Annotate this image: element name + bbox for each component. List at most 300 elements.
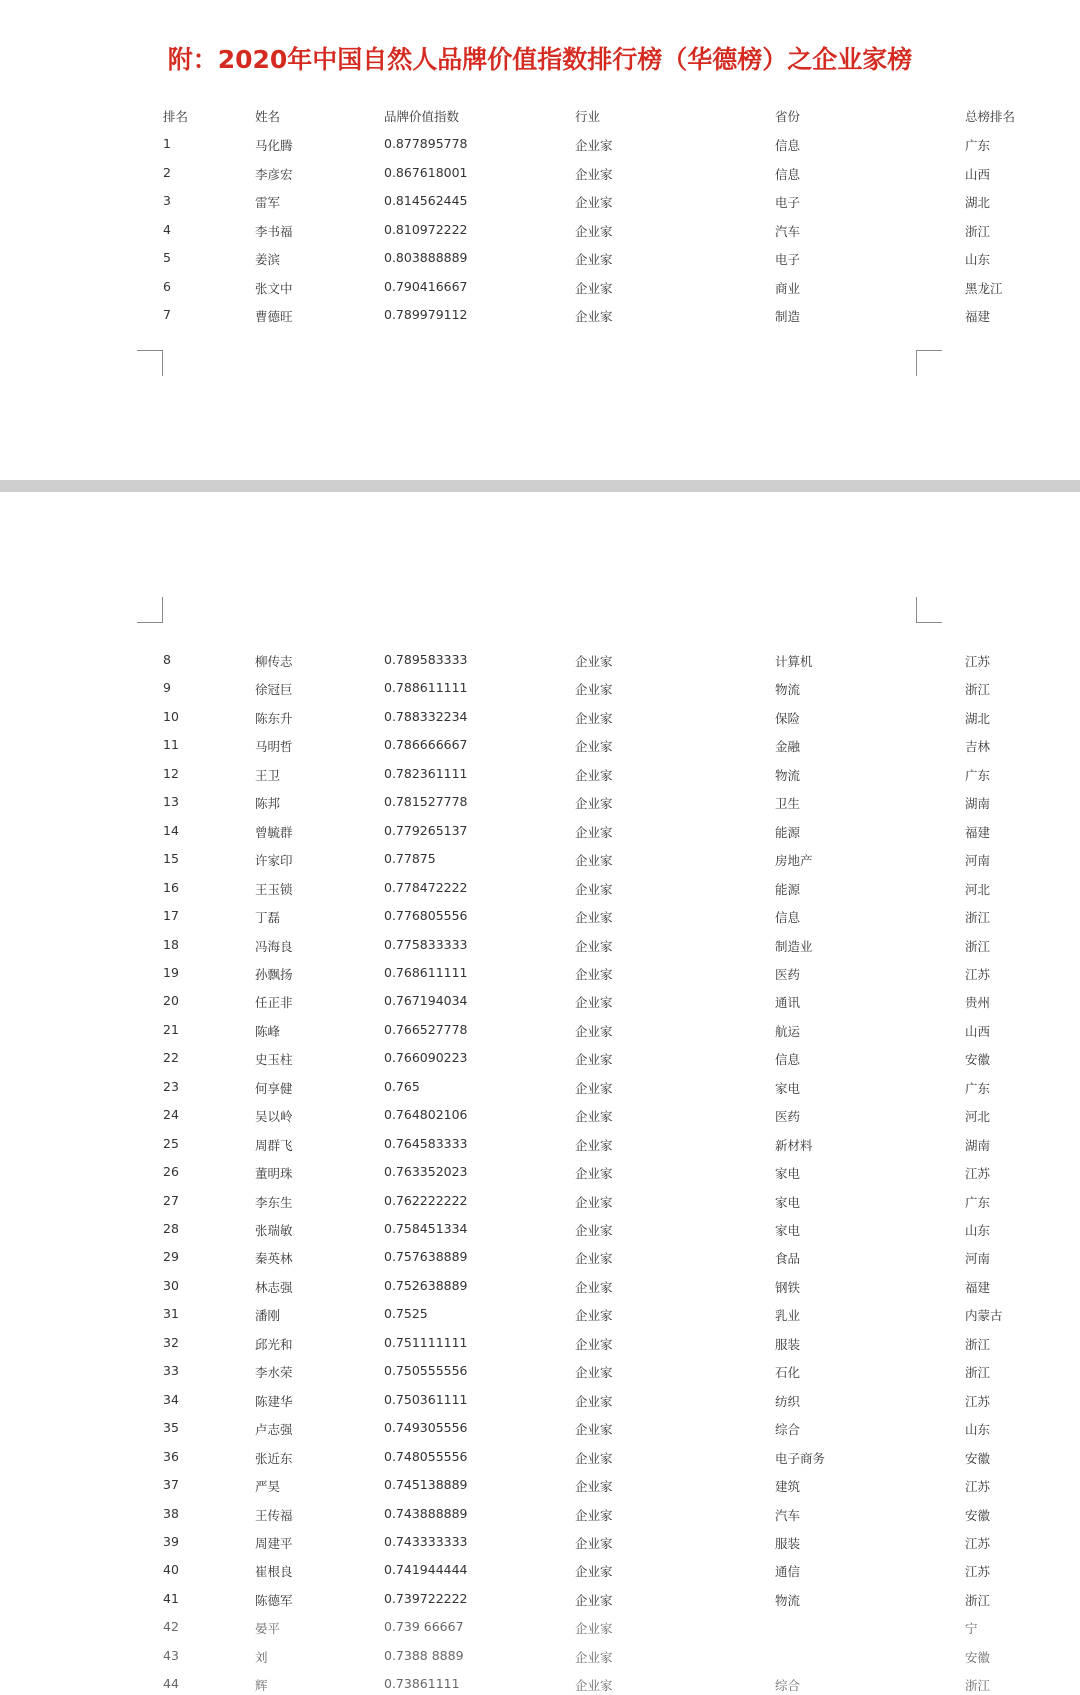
cell-industry: 企业家 — [575, 1109, 613, 1125]
cell-rank: 29 — [163, 1249, 179, 1265]
cell-total-rank: 贵州 — [965, 995, 991, 1011]
cell-brand-index: 0.788611111 — [384, 680, 468, 696]
cell-total-rank: 山东 — [965, 1223, 991, 1238]
cell-rank: 12 — [163, 765, 179, 781]
table-row — [0, 1335, 1080, 1361]
cell-rank: 7 — [163, 307, 171, 322]
cell-rank: 17 — [163, 908, 179, 924]
cell-province: 综合 — [775, 1678, 801, 1694]
cell-total-rank: 内蒙古 — [965, 1308, 1003, 1324]
cell-industry: 企业家 — [575, 1393, 613, 1409]
cell-brand-index: 0.786666667 — [384, 737, 468, 753]
cell-total-rank: 广东 — [965, 1194, 991, 1210]
cell-name: 何享健 — [255, 1080, 293, 1096]
cell-brand-index: 0.7525 — [384, 1306, 428, 1322]
cell-name: 史玉柱 — [255, 1052, 293, 1068]
cell-total-rank: 江苏 — [965, 654, 991, 669]
cell-brand-index: 0.752638889 — [384, 1277, 468, 1293]
cell-rank: 19 — [163, 964, 179, 980]
cell-total-rank: 浙江 — [965, 682, 991, 698]
table-row — [0, 1107, 1080, 1133]
table-row — [0, 1648, 1080, 1674]
cell-rank: 23 — [163, 1078, 179, 1094]
cell-industry: 企业家 — [575, 881, 613, 897]
cell-brand-index: 0.765 — [384, 1078, 420, 1094]
cell-total-rank: 江苏 — [965, 1479, 991, 1495]
cell-province: 卫生 — [775, 796, 801, 812]
cell-name: 董明珠 — [255, 1166, 293, 1182]
cell-province: 医药 — [775, 1109, 801, 1125]
cell-rank: 11 — [163, 737, 179, 753]
cell-province: 综合 — [775, 1422, 801, 1438]
cell-total-rank: 河北 — [965, 881, 991, 897]
table-row — [0, 851, 1080, 877]
cell-province: 物流 — [775, 767, 801, 783]
cell-name: 崔根良 — [255, 1564, 293, 1580]
cell-province: 家电 — [775, 1166, 801, 1182]
cell-rank: 18 — [163, 936, 179, 952]
cell-province: 通信 — [775, 1564, 801, 1580]
header-index: 品牌价值指数 — [384, 109, 460, 124]
cell-industry: 企业家 — [575, 767, 613, 783]
cell-rank: 31 — [163, 1306, 179, 1322]
cell-industry: 企业家 — [575, 995, 613, 1011]
cell-name: 陈建华 — [255, 1393, 293, 1409]
table-row — [0, 937, 1080, 963]
cell-rank: 40 — [163, 1562, 179, 1578]
cell-province: 新材料 — [775, 1137, 813, 1153]
cell-brand-index: 0.743333333 — [384, 1533, 468, 1549]
cell-total-rank: 吉林 — [965, 739, 991, 755]
cell-name: 陈东升 — [255, 710, 293, 726]
cell-industry: 企业家 — [575, 138, 613, 153]
table-row — [0, 1079, 1080, 1105]
cell-industry: 企业家 — [575, 824, 613, 840]
cell-total-rank: 江苏 — [965, 1166, 991, 1182]
cell-brand-index: 0.739722222 — [384, 1590, 468, 1606]
cell-industry: 企业家 — [575, 1137, 613, 1153]
cell-province: 建筑 — [775, 1479, 801, 1495]
cell-industry: 企业家 — [575, 1365, 613, 1381]
cell-rank: 21 — [163, 1021, 179, 1037]
cell-name: 林志强 — [255, 1279, 293, 1295]
table-row — [0, 1050, 1080, 1076]
cell-name: 许家印 — [255, 853, 293, 869]
cell-brand-index: 0.778472222 — [384, 879, 468, 895]
table-row — [0, 1164, 1080, 1190]
cell-rank: 3 — [163, 193, 171, 208]
cell-total-rank: 江苏 — [965, 966, 991, 982]
cell-industry: 企业家 — [575, 1052, 613, 1068]
cell-brand-index: 0.767194034 — [384, 993, 468, 1009]
cell-brand-index: 0.77875 — [384, 851, 436, 867]
cell-province: 纺织 — [775, 1393, 801, 1409]
cell-rank: 39 — [163, 1533, 179, 1549]
cell-province: 通讯 — [775, 995, 801, 1011]
cell-industry: 企业家 — [575, 1194, 613, 1210]
cell-brand-index: 0.803888889 — [384, 250, 468, 265]
table-row — [0, 1221, 1080, 1247]
cell-industry: 企业家 — [575, 796, 613, 812]
table-row — [0, 737, 1080, 763]
cell-total-rank: 安徽 — [965, 1052, 991, 1068]
cell-province: 金融 — [775, 739, 801, 755]
cell-province: 房地产 — [775, 853, 813, 869]
cell-province: 家电 — [775, 1223, 801, 1238]
cell-total-rank: 湖南 — [965, 1137, 991, 1153]
cell-brand-index: 0.776805556 — [384, 908, 468, 924]
cell-industry: 企业家 — [575, 1279, 613, 1295]
cell-total-rank: 浙江 — [965, 1678, 991, 1694]
cell-province: 制造业 — [775, 938, 813, 954]
cell-industry: 企业家 — [575, 1422, 613, 1438]
cell-brand-index: 0.867618001 — [384, 164, 468, 180]
cell-brand-index: 0.750555556 — [384, 1363, 468, 1379]
table-row — [0, 1591, 1080, 1617]
page-separator — [0, 480, 1080, 492]
cell-brand-index: 0.768611111 — [384, 964, 468, 980]
cell-name: 徐冠巨 — [255, 682, 293, 698]
cell-brand-index: 0.790416667 — [384, 278, 468, 294]
table-row — [0, 1562, 1080, 1588]
cell-name: 任正非 — [255, 995, 293, 1011]
cell-name: 陈邦 — [255, 796, 281, 812]
cell-total-rank: 山西 — [965, 1023, 991, 1039]
cell-name: 丁磊 — [255, 910, 281, 926]
cell-total-rank: 安徽 — [965, 1450, 991, 1466]
cell-rank: 42 — [163, 1619, 179, 1635]
cell-province: 石化 — [775, 1365, 801, 1381]
cell-rank: 38 — [163, 1505, 179, 1521]
cell-name: 秦英林 — [255, 1251, 293, 1267]
cell-total-rank: 山东 — [965, 252, 991, 267]
cell-industry: 企业家 — [575, 1223, 613, 1238]
table-row — [0, 1249, 1080, 1275]
cell-rank: 37 — [163, 1477, 179, 1493]
cell-brand-index: 0.758451334 — [384, 1221, 468, 1236]
cell-total-rank: 江苏 — [965, 1393, 991, 1409]
cell-rank: 9 — [163, 680, 171, 696]
cell-name: 李彦宏 — [255, 166, 293, 182]
cell-industry: 企业家 — [575, 1678, 613, 1694]
table-row — [0, 1420, 1080, 1446]
cell-province: 计算机 — [775, 654, 813, 669]
cell-brand-index: 0.782361111 — [384, 765, 468, 781]
cell-industry: 企业家 — [575, 1535, 613, 1551]
page-corner-mark — [137, 597, 163, 623]
cell-rank: 16 — [163, 879, 179, 895]
cell-industry: 企业家 — [575, 710, 613, 726]
cell-name: 孙飘扬 — [255, 966, 293, 982]
cell-province: 信息 — [775, 1052, 801, 1068]
cell-brand-index: 0.743888889 — [384, 1505, 468, 1521]
cell-total-rank: 河南 — [965, 1251, 991, 1267]
cell-rank: 32 — [163, 1334, 179, 1350]
cell-rank: 27 — [163, 1192, 179, 1208]
cell-rank: 30 — [163, 1277, 179, 1293]
cell-province: 医药 — [775, 966, 801, 982]
cell-rank: 43 — [163, 1647, 179, 1663]
cell-total-rank: 河北 — [965, 1109, 991, 1125]
page-corner-mark — [916, 597, 942, 623]
cell-brand-index: 0.789979112 — [384, 307, 468, 322]
cell-province: 家电 — [775, 1080, 801, 1096]
cell-industry: 企业家 — [575, 1166, 613, 1182]
cell-total-rank: 广东 — [965, 1080, 991, 1096]
cell-industry: 企业家 — [575, 280, 613, 296]
cell-name: 冯海良 — [255, 938, 293, 954]
cell-industry: 企业家 — [575, 252, 613, 267]
cell-total-rank: 山东 — [965, 1422, 991, 1438]
header-province: 省份 — [775, 109, 801, 124]
cell-industry: 企业家 — [575, 1507, 613, 1523]
cell-industry: 企业家 — [575, 1450, 613, 1466]
cell-industry: 企业家 — [575, 966, 613, 982]
table-header-row — [0, 107, 1080, 133]
cell-industry: 企业家 — [575, 1649, 613, 1665]
cell-total-rank: 安徽 — [965, 1649, 991, 1665]
cell-name: 张瑞敏 — [255, 1223, 293, 1238]
cell-province: 物流 — [775, 1592, 801, 1608]
page-corner-mark — [916, 350, 942, 376]
cell-brand-index: 0.73861111 — [384, 1676, 460, 1692]
cell-total-rank: 浙江 — [965, 910, 991, 926]
cell-industry: 企业家 — [575, 223, 613, 239]
cell-brand-index: 0.766090223 — [384, 1050, 468, 1066]
cell-name: 张文中 — [255, 280, 293, 296]
cell-brand-index: 0.766527778 — [384, 1021, 468, 1037]
cell-name: 雷军 — [255, 195, 281, 210]
cell-brand-index: 0.763352023 — [384, 1164, 468, 1180]
table-row — [0, 1136, 1080, 1162]
cell-rank: 26 — [163, 1164, 179, 1180]
table-row — [0, 680, 1080, 706]
cell-brand-index: 0.745138889 — [384, 1477, 468, 1493]
cell-total-rank: 河南 — [965, 853, 991, 869]
cell-name: 陈峰 — [255, 1023, 281, 1039]
cell-total-rank: 湖北 — [965, 195, 991, 210]
table-row — [0, 1363, 1080, 1389]
cell-total-rank: 广东 — [965, 767, 991, 783]
cell-rank: 34 — [163, 1391, 179, 1407]
document-page-2 — [0, 492, 1080, 1695]
cell-total-rank: 浙江 — [965, 1365, 991, 1381]
cell-rank: 13 — [163, 794, 179, 810]
cell-province: 商业 — [775, 280, 801, 296]
cell-total-rank: 浙江 — [965, 223, 991, 239]
cell-name: 严昊 — [255, 1479, 281, 1495]
cell-rank: 24 — [163, 1107, 179, 1123]
cell-brand-index: 0.741944444 — [384, 1562, 468, 1578]
cell-industry: 企业家 — [575, 1621, 613, 1637]
cell-rank: 4 — [163, 221, 171, 237]
cell-brand-index: 0.814562445 — [384, 193, 468, 208]
cell-industry: 企业家 — [575, 1564, 613, 1580]
table-row — [0, 1619, 1080, 1645]
cell-rank: 15 — [163, 851, 179, 867]
cell-name: 邱光和 — [255, 1336, 293, 1352]
cell-province: 家电 — [775, 1194, 801, 1210]
cell-brand-index: 0.810972222 — [384, 221, 468, 237]
cell-name: 王玉锁 — [255, 881, 293, 897]
cell-total-rank: 福建 — [965, 1279, 991, 1295]
table-row — [0, 1278, 1080, 1304]
cell-brand-index: 0.764583333 — [384, 1135, 468, 1151]
cell-brand-index: 0.762222222 — [384, 1192, 468, 1208]
cell-total-rank: 浙江 — [965, 1336, 991, 1352]
document-page-1 — [0, 0, 1080, 480]
cell-brand-index: 0.751111111 — [384, 1334, 468, 1350]
table-row — [0, 1477, 1080, 1503]
cell-industry: 企业家 — [575, 910, 613, 926]
cell-province: 汽车 — [775, 1507, 801, 1523]
table-row — [0, 709, 1080, 735]
table-row — [0, 794, 1080, 820]
cell-brand-index: 0.7388 8889 — [384, 1647, 464, 1663]
cell-brand-index: 0.877895778 — [384, 136, 468, 151]
table-row — [0, 993, 1080, 1019]
cell-name: 李东生 — [255, 1194, 293, 1210]
cell-name: 曹德旺 — [255, 309, 293, 324]
table-row — [0, 880, 1080, 906]
cell-name: 王传福 — [255, 1507, 293, 1523]
table-row — [0, 1506, 1080, 1532]
cell-name: 吴以岭 — [255, 1109, 293, 1125]
table-row — [0, 766, 1080, 792]
cell-brand-index: 0.775833333 — [384, 936, 468, 952]
cell-brand-index: 0.789583333 — [384, 652, 468, 667]
cell-name: 陈德军 — [255, 1592, 293, 1608]
cell-industry: 企业家 — [575, 853, 613, 869]
table-row — [0, 1676, 1080, 1695]
cell-total-rank: 安徽 — [965, 1507, 991, 1523]
cell-province: 航运 — [775, 1023, 801, 1039]
cell-total-rank: 湖北 — [965, 710, 991, 726]
cell-name: 李书福 — [255, 223, 293, 239]
cell-rank: 14 — [163, 822, 179, 838]
cell-total-rank: 江苏 — [965, 1535, 991, 1551]
cell-rank: 10 — [163, 708, 179, 724]
cell-province: 服装 — [775, 1535, 801, 1551]
cell-total-rank: 宁 — [965, 1621, 978, 1637]
cell-brand-index: 0.757638889 — [384, 1249, 468, 1265]
cell-brand-index: 0.781527778 — [384, 794, 468, 810]
cell-province: 服装 — [775, 1336, 801, 1352]
cell-name: 马明哲 — [255, 739, 293, 755]
header-industry: 行业 — [575, 109, 601, 124]
cell-rank: 28 — [163, 1221, 179, 1236]
cell-province: 制造 — [775, 309, 801, 324]
cell-province: 信息 — [775, 166, 801, 182]
cell-brand-index: 0.764802106 — [384, 1107, 468, 1123]
cell-total-rank: 湖南 — [965, 796, 991, 812]
cell-industry: 企业家 — [575, 739, 613, 755]
cell-name: 周建平 — [255, 1535, 293, 1551]
cell-rank: 22 — [163, 1050, 179, 1066]
cell-industry: 企业家 — [575, 682, 613, 698]
table-row — [0, 652, 1080, 678]
cell-rank: 6 — [163, 278, 171, 294]
cell-industry: 企业家 — [575, 1592, 613, 1608]
cell-industry: 企业家 — [575, 1308, 613, 1324]
cell-province: 信息 — [775, 910, 801, 926]
header-total-rank: 总榜排名 — [965, 109, 1016, 124]
cell-name: 周群飞 — [255, 1137, 293, 1153]
header-rank: 排名 — [163, 109, 189, 124]
cell-name: 王卫 — [255, 767, 281, 783]
table-row — [0, 193, 1080, 219]
table-row — [0, 1392, 1080, 1418]
cell-rank: 2 — [163, 164, 171, 180]
cell-rank: 44 — [163, 1676, 179, 1692]
page-title: 附：2020年中国自然人品牌价值指数排行榜（华德榜）之企业家榜 — [167, 45, 913, 74]
cell-rank: 35 — [163, 1420, 179, 1436]
cell-industry: 企业家 — [575, 1080, 613, 1096]
cell-name: 辉 — [255, 1678, 268, 1694]
table-row — [0, 136, 1080, 162]
cell-industry: 企业家 — [575, 309, 613, 324]
cell-industry: 企业家 — [575, 654, 613, 669]
header-name: 姓名 — [255, 109, 281, 124]
table-row — [0, 165, 1080, 191]
cell-total-rank: 福建 — [965, 309, 991, 324]
cell-province: 信息 — [775, 138, 801, 153]
table-row — [0, 222, 1080, 248]
table-row — [0, 823, 1080, 849]
cell-rank: 25 — [163, 1135, 179, 1151]
table-row — [0, 965, 1080, 991]
cell-province: 食品 — [775, 1251, 801, 1267]
table-row — [0, 1022, 1080, 1048]
cell-industry: 企业家 — [575, 195, 613, 210]
cell-total-rank: 广东 — [965, 138, 991, 153]
cell-province: 汽车 — [775, 223, 801, 239]
cell-industry: 企业家 — [575, 1023, 613, 1039]
table-row — [0, 908, 1080, 934]
cell-name: 晏平 — [255, 1621, 281, 1637]
cell-industry: 企业家 — [575, 1479, 613, 1495]
cell-total-rank: 浙江 — [965, 938, 991, 954]
cell-province: 电子 — [775, 195, 801, 210]
cell-rank: 36 — [163, 1448, 179, 1464]
cell-rank: 5 — [163, 250, 171, 265]
table-row — [0, 250, 1080, 276]
cell-brand-index: 0.739 66667 — [384, 1619, 464, 1635]
table-row — [0, 1306, 1080, 1332]
cell-province: 电子 — [775, 252, 801, 267]
cell-industry: 企业家 — [575, 166, 613, 182]
cell-province: 钢铁 — [775, 1279, 801, 1295]
cell-industry: 企业家 — [575, 1336, 613, 1352]
cell-brand-index: 0.788332234 — [384, 708, 468, 724]
cell-province: 物流 — [775, 682, 801, 698]
cell-name: 曾毓群 — [255, 824, 293, 840]
cell-province: 能源 — [775, 824, 801, 840]
table-row — [0, 307, 1080, 333]
cell-total-rank: 福建 — [965, 824, 991, 840]
cell-name: 柳传志 — [255, 654, 293, 669]
cell-brand-index: 0.779265137 — [384, 822, 468, 838]
cell-name: 李水荣 — [255, 1365, 293, 1381]
cell-brand-index: 0.748055556 — [384, 1448, 468, 1464]
page-corner-mark — [137, 350, 163, 376]
cell-brand-index: 0.750361111 — [384, 1391, 468, 1407]
cell-industry: 企业家 — [575, 938, 613, 954]
cell-name: 姜滨 — [255, 252, 281, 267]
cell-brand-index: 0.749305556 — [384, 1420, 468, 1436]
cell-province: 电子商务 — [775, 1450, 826, 1466]
cell-rank: 20 — [163, 993, 179, 1009]
